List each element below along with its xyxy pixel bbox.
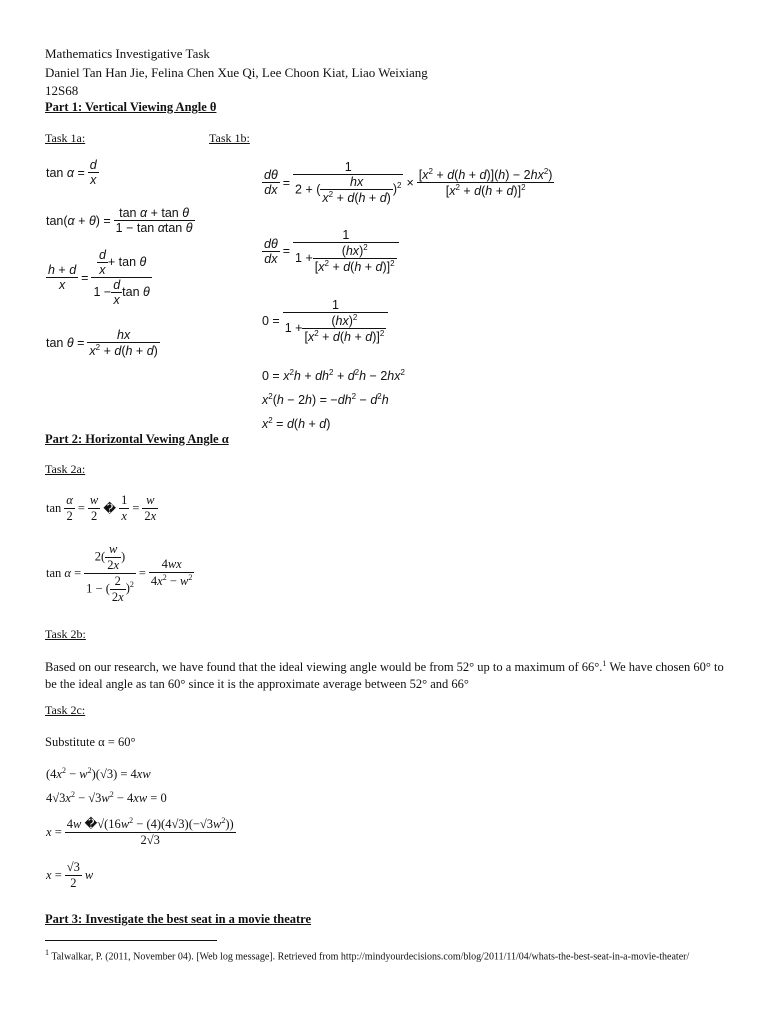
task2b-paragraph: Based on our research, we have found that the ideal viewing angle would be from 52° up to a maximum of 66°.$^1$ We have chosen 60° to be the ideal angle as tan 60° since it is the approximate average between 52° and 66°	[45, 659, 724, 692]
eq-1b-4: $0 = x^2h + dh^2 + d^2h - 2hx^2$	[262, 368, 405, 384]
substitute-text: Substitute α = 60°	[45, 735, 136, 749]
eq-1a-4: tan θ = $\frac{hx}{x^2 + d(h + d)}$	[46, 328, 158, 359]
part2-heading: Part 2: Horizontal Vewing Angle α	[45, 432, 229, 446]
authors: Daniel Tan Han Jie, Felina Chen Xue Qi, Lee Choon Kiat, Liao Weixiang	[45, 65, 428, 80]
part1-heading: Part 1: Vertical Viewing Angle θ	[45, 100, 217, 114]
eq-1b-1: $\frac{d\theta}{dx}$ = 1 2 + ( $\frac{hx}{x^2 + d(h + d)}$ )$^2$ × $\frac{[x^2 + d(h + d)](h) - 2hx^2)}{[x^2 + d(h + d)]^2}$	[264, 160, 553, 206]
task1b-label: Task 1b:	[209, 131, 250, 145]
eq-1b-2: $\frac{d\theta}{dx}$ = 1 1 + $\frac{(hx)^2}{[x^2 + d(h + d)]^2}$	[262, 228, 399, 274]
eq-1b-3: 0 = 1 1 + $\frac{(hx)^2}{[x^2 + d(h + d)]^2}$	[262, 298, 388, 344]
document-title: Mathematics Investigative Task	[45, 46, 210, 61]
task1a-label: Task 1a:	[45, 131, 86, 145]
eq-1a-1: tan α = $\frac{d}{x}$	[46, 158, 97, 187]
eq-1a-3: $\frac{h + d}{x}$ = $\frac{d}{x}$ + tan θ 1 − $\frac{d}{x}$ tan θ	[48, 248, 150, 307]
footnote-ref: 1	[602, 659, 607, 668]
footnote-text: Talwalkar, P. (2011, November 04). [Web log message]. Retrieved from http://mindyourdecisions.com/blog/2011/11/04/whats-the-best-seat-in-a-movie-theater/	[51, 951, 690, 963]
eq-1a-2: tan(α + θ) = $\frac{\text{tan α + tan θ}}{\text{1 − tan αtan θ}}$	[46, 206, 193, 235]
part3-heading: Part 3: Investigate the best seat in a movie theatre	[45, 912, 312, 926]
eq-1b-6: $x^2 = d(h + d)$	[262, 416, 331, 432]
eq-2a-1: tan $\frac{\alpha}{2}$ = $\frac{w}{2}$ � $\frac{1}{x}$ = $\frac{w}{2x}$	[46, 493, 157, 523]
task2a-label: Task 2a:	[45, 462, 86, 476]
footnote-number: 1	[45, 948, 49, 957]
footnote	[45, 946, 725, 964]
eq-2c-2: $4√3x^2 - √3w^2 - 4xw = 0$	[46, 790, 167, 806]
eq-2a-2: tan α = 2( $\frac{w}{2x}$ ) 1 − ( $\frac{2}{2x}$ )$^2$ = $\frac{4wx}{4x^2 - w^2}$	[46, 542, 193, 604]
eq-2c-4: x = $\frac{√3}{2}$ w	[46, 860, 94, 890]
task2b-label: Task 2b:	[45, 627, 86, 641]
footnote-divider	[45, 940, 217, 941]
eq-2c-1: $(4x^2 - w^2)(√3) = 4xw$	[46, 766, 151, 782]
class-code: 12S68	[45, 83, 79, 98]
task2c-label: Task 2c:	[45, 703, 86, 717]
eq-2c-3: x = $\frac{4w �√(16w^2 - (4)(4√3)(-√3w^2))}{2√3}$	[46, 816, 234, 848]
eq-1b-5: $x^2(h - 2h) = -dh^2 - d^2h$	[262, 392, 389, 408]
